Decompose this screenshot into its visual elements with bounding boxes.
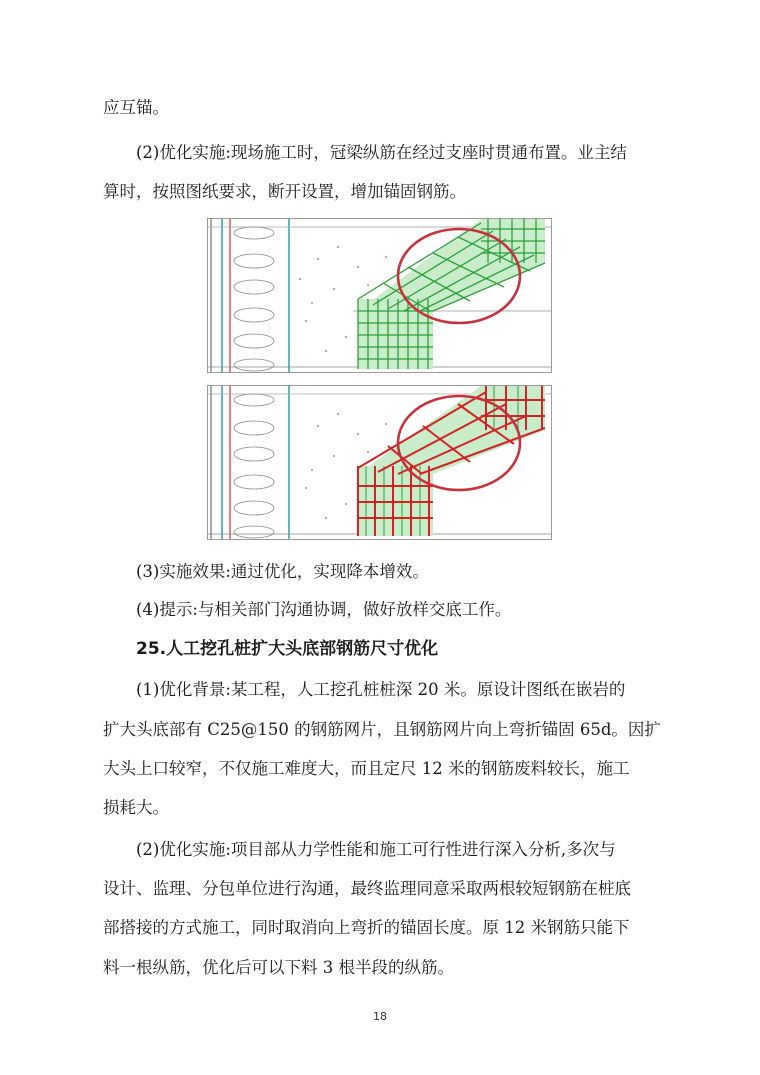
text-line: 部搭接的方式施工，同时取消向上弯折的锚固长度。原 12 米钢筋只能下 (103, 918, 630, 937)
text-line: 大头上口较窄，不仅施工难度大，而且定尺 12 米的钢筋废料较长，施工 (103, 759, 630, 778)
text-line: 扩大头底部有 C25@150 的钢筋网片，且钢筋网片向上弯折锚固 65d。因扩 (103, 720, 661, 739)
text-line: (3)实施效果:通过优化，实现降本增效。 (136, 562, 429, 581)
text-line: 应互锚。 (103, 98, 169, 117)
text-line: (2)优化实施:现场施工时，冠梁纵筋在经过支座时贯通布置。业主结 (136, 143, 627, 162)
text-line: 设计、监理、分包单位进行沟通，最终监理同意采取两根较短钢筋在桩底 (103, 879, 631, 898)
figure-optimized-rebar-layout (207, 385, 552, 540)
text-line: 算时，按照图纸要求，断开设置，增加锚固钢筋。 (103, 182, 466, 201)
text-line: 料一根纵筋，优化后可以下料 3 根半段的纵筋。 (103, 958, 454, 977)
page-number: 18 (373, 1010, 387, 1023)
rebar-diagram-optimized (208, 386, 551, 539)
text-line: (4)提示:与相关部门沟通协调，做好放样交底工作。 (136, 600, 512, 619)
text-line: (2)优化实施:项目部从力学性能和施工可行性进行深入分析,多次与 (136, 840, 616, 859)
section-heading: 25.人工挖孔桩扩大头底部钢筋尺寸优化 (136, 639, 439, 659)
text-line: 损耗大。 (103, 798, 169, 817)
text-line: (1)优化背景:某工程，人工挖孔桩桩深 20 米。原设计图纸在嵌岩的 (136, 680, 626, 699)
rebar-diagram-original (208, 219, 551, 372)
figure-original-rebar-layout (207, 218, 552, 373)
